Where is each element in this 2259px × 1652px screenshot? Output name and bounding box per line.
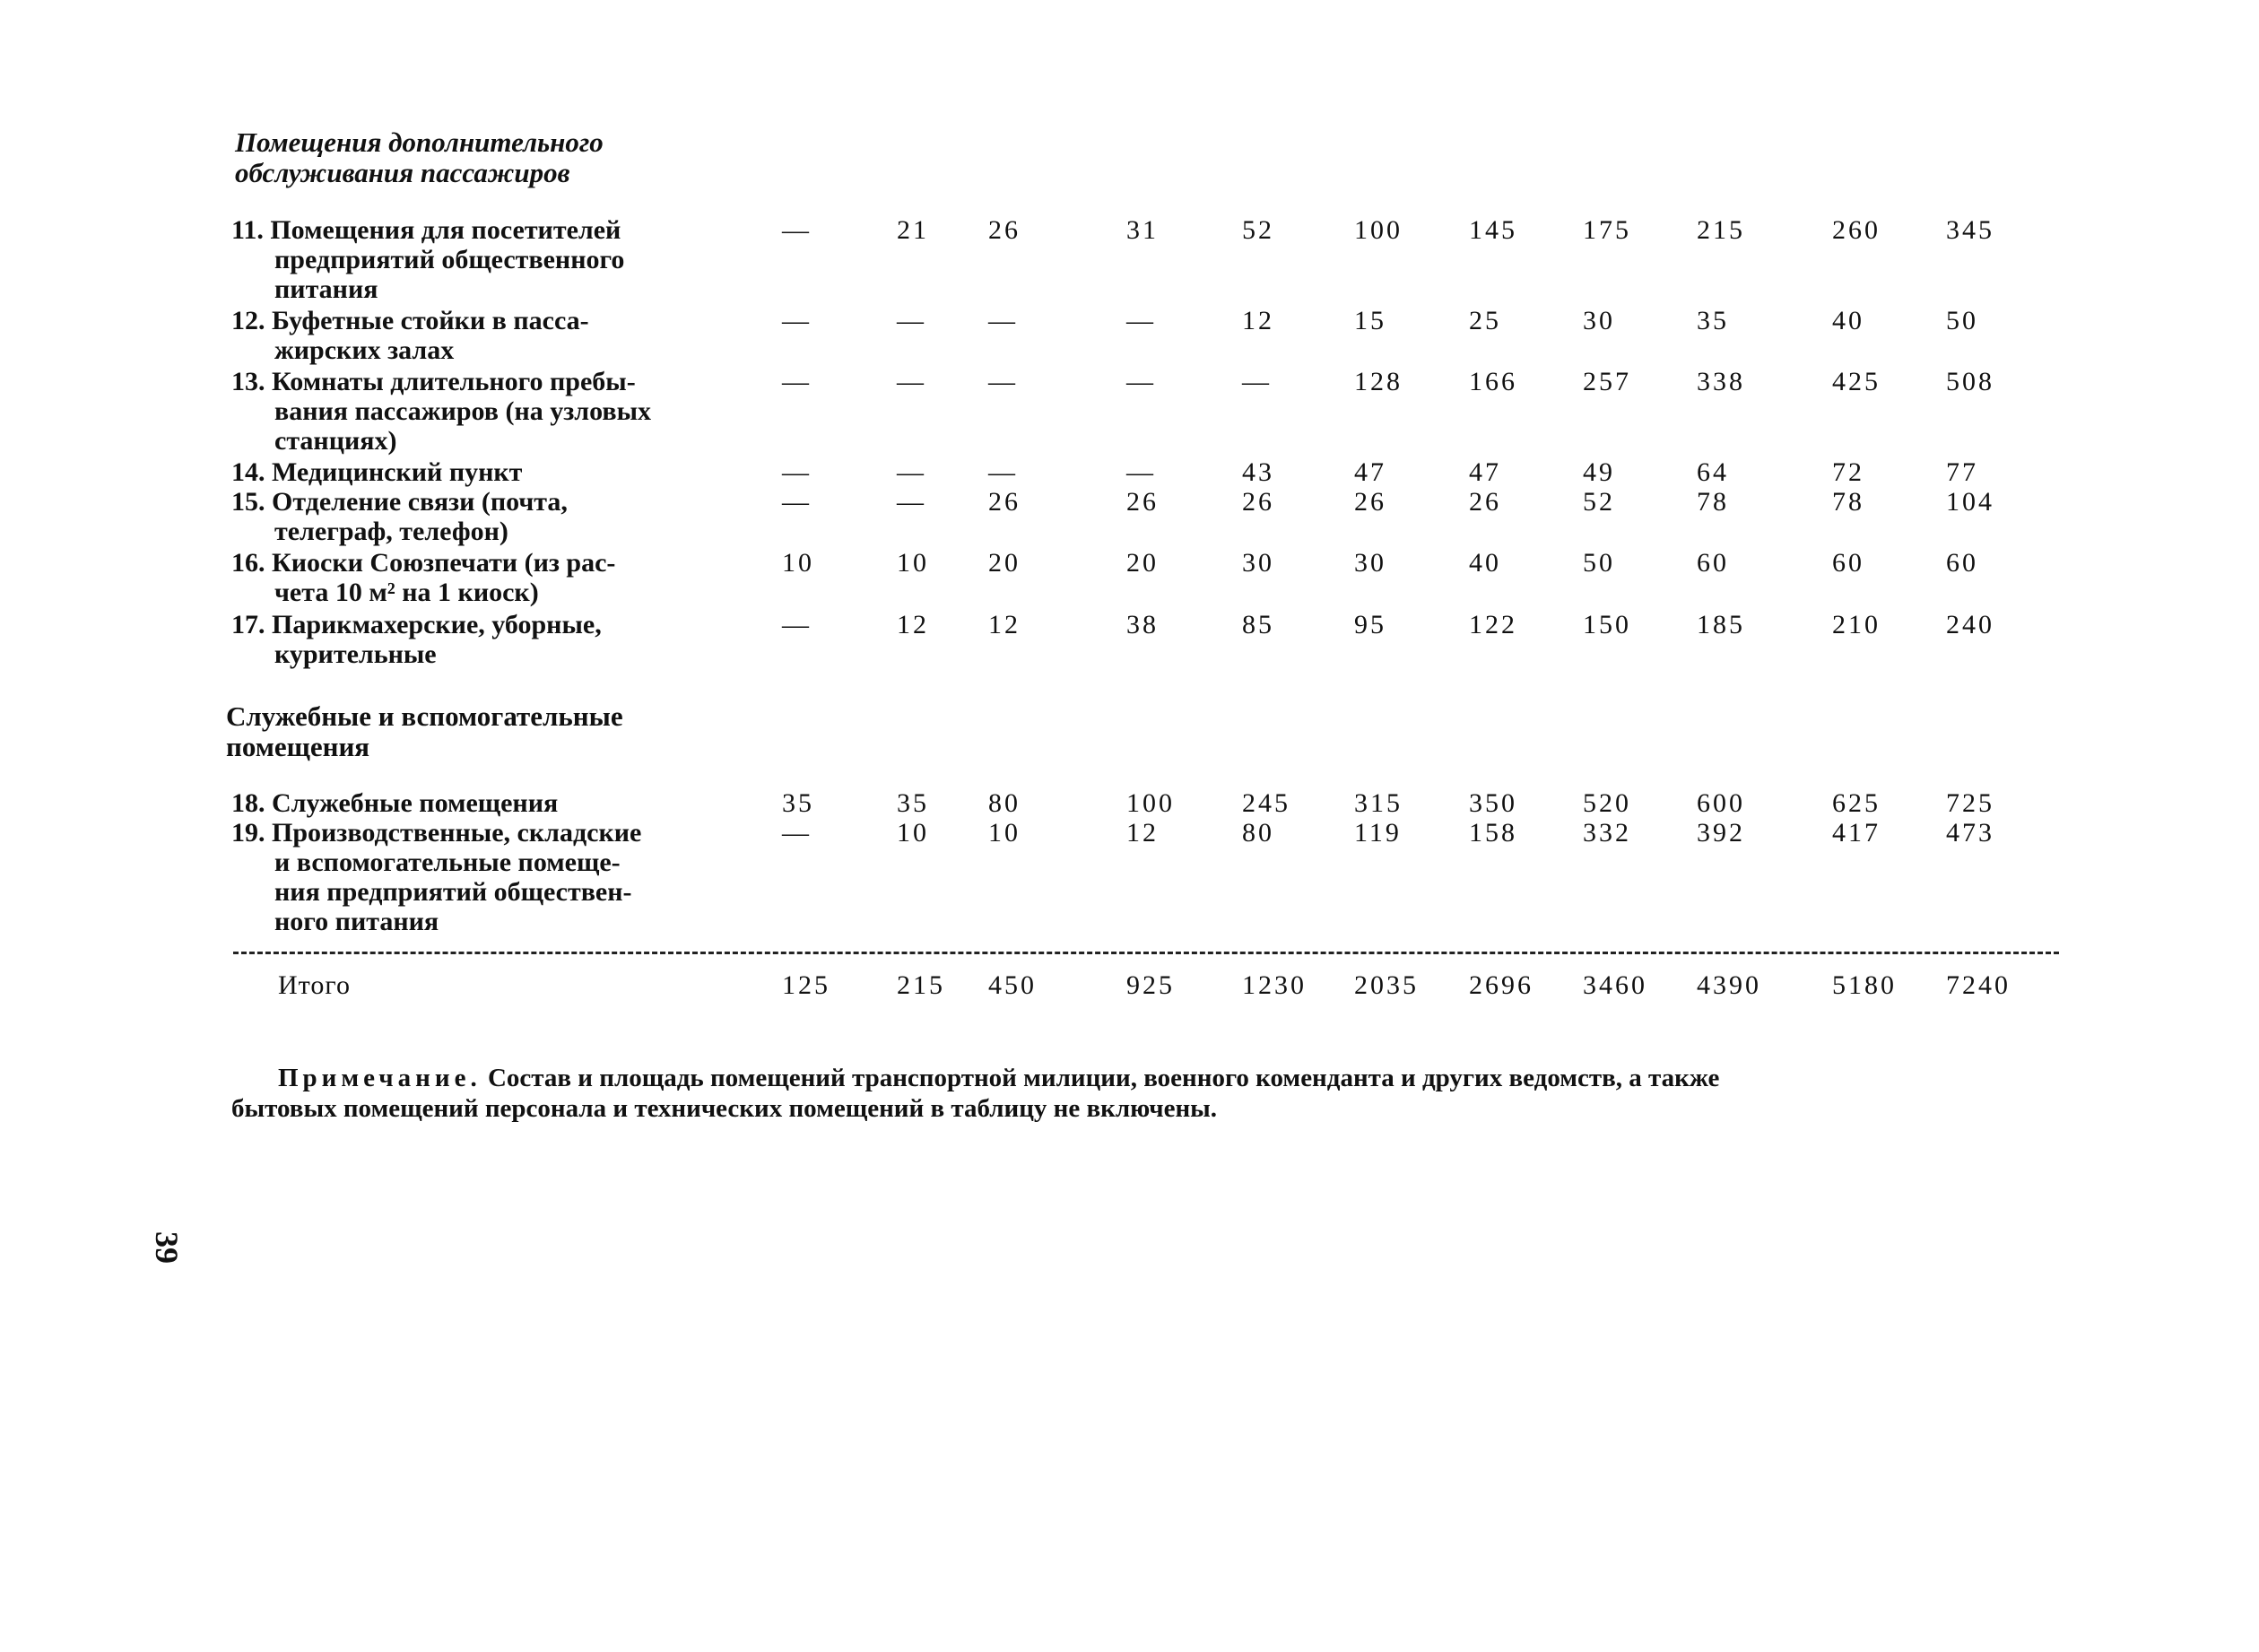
row-label-line: питания [274, 274, 378, 304]
table-cell: 26 [1469, 487, 1501, 517]
table-cell: 85 [1242, 610, 1274, 639]
table-cell: 425 [1832, 367, 1881, 396]
row-label-line: чета 10 м² на 1 киоск) [274, 578, 539, 607]
table-cell: 80 [988, 788, 1021, 818]
table-cell: — [988, 367, 1018, 396]
footnote-lead: Примечание. [278, 1064, 482, 1092]
row-label-line: 14. Медицинский пункт [231, 457, 523, 487]
table-cell: 210 [1832, 610, 1881, 639]
table-cell: — [1126, 457, 1156, 487]
table-cell: — [782, 367, 812, 396]
table-cell: 245 [1242, 788, 1290, 818]
row-label [231, 818, 734, 936]
table-cell: 21 [897, 215, 929, 245]
table-cell: 145 [1469, 215, 1517, 245]
table-cell: 520 [1583, 788, 1631, 818]
section-heading-passenger-extra [235, 127, 604, 188]
footnote [231, 1063, 2088, 1124]
table-cell: 119 [1354, 818, 1402, 848]
row-label [231, 788, 734, 818]
row-label-line: ния предприятий обществен- [274, 877, 632, 907]
table-cell: 43 [1242, 457, 1274, 487]
table-cell: 257 [1583, 367, 1631, 396]
row-label-line: 19. Производственные, складские [231, 818, 642, 848]
row-label-line: ного питания [274, 907, 439, 936]
table-cell: — [897, 487, 926, 517]
table-cell: 315 [1354, 788, 1403, 818]
table-cell: — [897, 306, 926, 335]
table-cell: 473 [1946, 818, 1994, 848]
row-label-line: 16. Киоски Союзпечати (из рас- [231, 548, 616, 578]
table-cell: 215 [1697, 215, 1745, 245]
table-cell: 345 [1946, 215, 1994, 245]
row-label-line: 17. Парикмахерские, уборные, [231, 610, 602, 639]
table-cell: 25 [1469, 306, 1501, 335]
table-cell: 30 [1354, 548, 1386, 578]
table-cell: — [1242, 367, 1272, 396]
table-cell: — [782, 215, 812, 245]
table-cell: 31 [1126, 215, 1159, 245]
table-cell: 600 [1697, 788, 1745, 818]
table-cell: 80 [1242, 818, 1274, 848]
table-cell: 40 [1832, 306, 1864, 335]
total-cell: 7240 [1946, 970, 2011, 1000]
table-cell: — [1126, 306, 1156, 335]
table-cell: 392 [1697, 818, 1745, 848]
table-cell: 30 [1583, 306, 1615, 335]
section-heading-line: Помещения дополнительного [235, 126, 604, 158]
table-cell: — [988, 457, 1018, 487]
table-cell: 26 [1126, 487, 1159, 517]
table-cell: 47 [1354, 457, 1386, 487]
row-label-line: 13. Комнаты длительного пребы- [231, 367, 636, 396]
row-label-line: телеграф, телефон) [274, 517, 508, 546]
total-cell: 125 [782, 970, 830, 1000]
table-cell: 417 [1832, 818, 1881, 848]
table-cell: 35 [897, 788, 929, 818]
table-cell: 20 [988, 548, 1021, 578]
row-label [231, 487, 734, 546]
table-cell: 47 [1469, 457, 1501, 487]
table-cell: 26 [988, 215, 1021, 245]
table-cell: 12 [988, 610, 1021, 639]
table-cell: 12 [1242, 306, 1274, 335]
row-label [231, 610, 734, 669]
table-cell: 26 [1242, 487, 1274, 517]
footnote-line-1 [231, 1063, 2088, 1093]
table-cell: 240 [1946, 610, 1994, 639]
table-cell: 166 [1469, 367, 1517, 396]
table-cell: 30 [1242, 548, 1274, 578]
table-cell: 52 [1242, 215, 1274, 245]
row-label-line: жирских залах [274, 335, 455, 365]
row-label [231, 306, 734, 365]
total-cell: 2035 [1354, 970, 1419, 1000]
row-label-line: вания пассажиров (на узловых [274, 396, 651, 426]
row-label [231, 215, 734, 304]
table-cell: 100 [1354, 215, 1403, 245]
table-cell: 158 [1469, 818, 1517, 848]
table-cell: 78 [1697, 487, 1729, 517]
row-label-line: 18. Служебные помещения [231, 788, 559, 818]
table-cell: 10 [988, 818, 1021, 848]
row-label [231, 367, 734, 456]
table-cell: 64 [1697, 457, 1729, 487]
table-cell: — [782, 306, 812, 335]
table-cell: 52 [1583, 487, 1615, 517]
footnote-text: Состав и площадь помещений транспортной милиции, военного коменданта и других ведомств, а также [487, 1064, 1720, 1092]
table-cell: 26 [1354, 487, 1386, 517]
row-label-line: 11. Помещения для посетителей [231, 215, 621, 245]
total-cell: 3460 [1583, 970, 1647, 1000]
table-cell: 50 [1583, 548, 1615, 578]
table-cell: 60 [1946, 548, 1978, 578]
table-cell: 60 [1697, 548, 1729, 578]
table-cell: 95 [1354, 610, 1386, 639]
table-cell: 38 [1126, 610, 1159, 639]
table-divider [233, 952, 2059, 954]
table-cell: 72 [1832, 457, 1864, 487]
total-cell: 925 [1126, 970, 1175, 1000]
table-cell: 12 [1126, 818, 1159, 848]
table-cell: 60 [1832, 548, 1864, 578]
table-cell: — [897, 457, 926, 487]
total-cell: 2696 [1469, 970, 1534, 1000]
table-cell: 12 [897, 610, 929, 639]
row-label [231, 548, 734, 607]
row-label-line: 12. Буфетные стойки в пасса- [231, 306, 589, 335]
row-label-line: курительные [274, 639, 437, 669]
total-cell: 215 [897, 970, 945, 1000]
table-cell: — [782, 610, 812, 639]
table-cell: — [782, 487, 812, 517]
row-label-line: предприятий общественного [274, 245, 625, 274]
section-heading-line: помещения [226, 731, 370, 762]
table-cell: — [988, 306, 1018, 335]
section-heading-line: Служебные и вспомогательные [226, 700, 623, 732]
table-cell: 104 [1946, 487, 1994, 517]
table-cell: — [782, 818, 812, 848]
table-cell: — [782, 457, 812, 487]
table-cell: 10 [782, 548, 814, 578]
table-cell: 77 [1946, 457, 1978, 487]
row-label-line: и вспомогательные помеще- [274, 848, 621, 877]
table-cell: 350 [1469, 788, 1517, 818]
table-cell: 332 [1583, 818, 1631, 848]
row-label-line: станциях) [274, 426, 397, 456]
section-heading-service [226, 701, 623, 762]
page-number: 39 [149, 1231, 185, 1264]
table-cell: 508 [1946, 367, 1994, 396]
row-label-line: 15. Отделение связи (почта, [231, 487, 568, 517]
total-cell: 450 [988, 970, 1037, 1000]
row-label [231, 457, 734, 487]
table-cell: 20 [1126, 548, 1159, 578]
table-cell: 50 [1946, 306, 1978, 335]
total-label: Итого [278, 970, 351, 1000]
table-cell: 10 [897, 548, 929, 578]
total-cell: 5180 [1832, 970, 1897, 1000]
footnote-line-2: бытовых помещений персонала и технических помещений в таблицу не включены. [231, 1094, 1218, 1123]
table-cell: 78 [1832, 487, 1864, 517]
table-cell: 260 [1832, 215, 1881, 245]
table-cell: 15 [1354, 306, 1386, 335]
table-cell: 100 [1126, 788, 1175, 818]
total-cell: 4390 [1697, 970, 1761, 1000]
table-cell: 35 [782, 788, 814, 818]
table-cell: 40 [1469, 548, 1501, 578]
table-cell: 175 [1583, 215, 1631, 245]
table-cell: 10 [897, 818, 929, 848]
table-cell: 338 [1697, 367, 1745, 396]
table-cell: 49 [1583, 457, 1615, 487]
table-cell: — [1126, 367, 1156, 396]
table-cell: 625 [1832, 788, 1881, 818]
table-cell: 185 [1697, 610, 1745, 639]
total-cell: 1230 [1242, 970, 1307, 1000]
table-cell: — [897, 367, 926, 396]
table-cell: 150 [1583, 610, 1631, 639]
section-heading-line: обслуживания пассажиров [235, 157, 570, 188]
table-cell: 122 [1469, 610, 1517, 639]
table-cell: 35 [1697, 306, 1729, 335]
table-cell: 725 [1946, 788, 1994, 818]
table-cell: 128 [1354, 367, 1403, 396]
table-cell: 26 [988, 487, 1021, 517]
